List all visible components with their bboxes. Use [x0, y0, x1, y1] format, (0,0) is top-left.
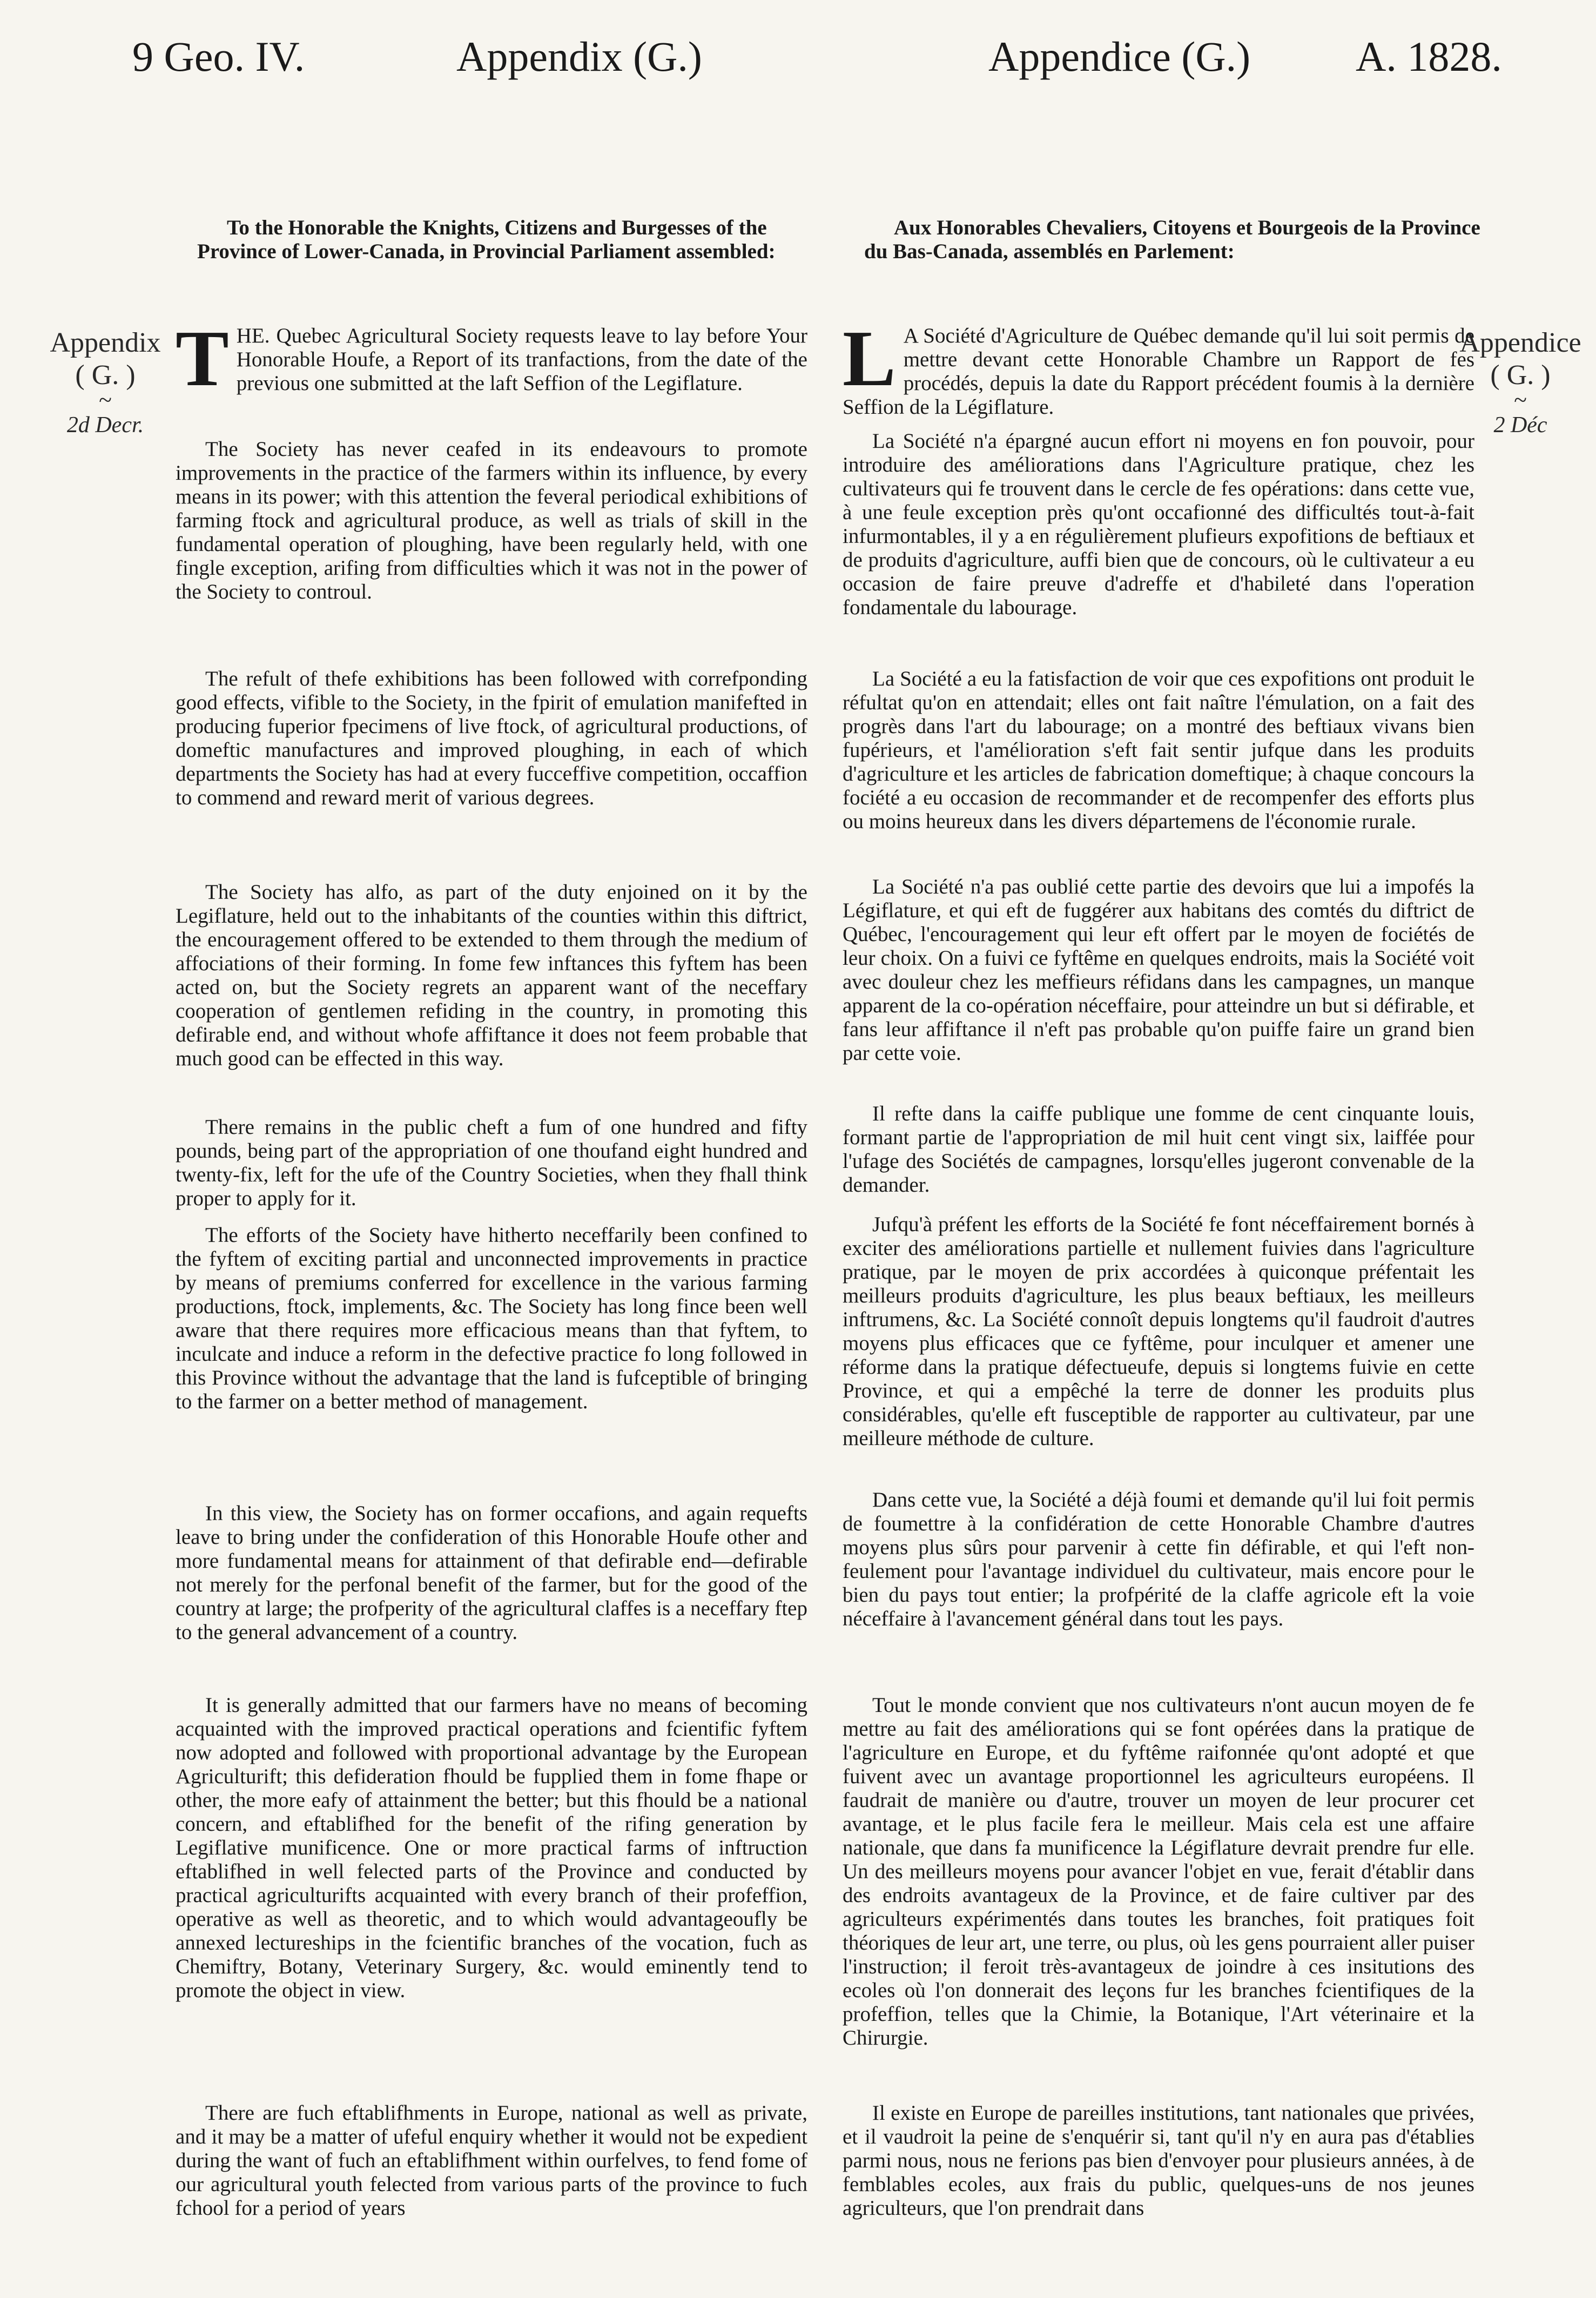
margin-date-right: 2 Déc [1493, 413, 1547, 438]
paragraph-fr-9: Il existe en Europe de pareilles institutions, tant nationales que privées, et il vaudroit la peine de s'enquérir si, tant qu'il n'y en aura pas d'établies parmi nous, nous ne ferions pas bien d'envoyer pour plusieurs années, à de femblables ecoles, aux frais du public, quelques-uns de nos jeunes agriculteurs, que l'on prendrait dans [843, 2101, 1474, 2220]
margin-note-right [1458, 327, 1582, 441]
address-en: To the Honorable the Knights, Citizens and Burgesses of the Province of Lower-Canada, in Provincial Parliament assembled: [197, 216, 776, 263]
paragraph-en-9: There are fuch eftablifhments in Europe, national as well as private, and it may be a matter of ufeful enquiry whether it would not be expedient during the want of fuch an eftablifhment within ourfelves, to fend fome of our agricultural youth felected from various parts of the province to fuch fchool for a period of years [176, 2101, 807, 2220]
paragraph-en-4: The Society has alfo, as part of the duty enjoined on it by the Legiflature, held out to the inhabitants of the counties within this diftrict, the encouragement offered to be extended to them through the medium of affociations of their forming. In fome few inftances this fyftem has been acted on, but the Society regrets an apparent want of the neceffary cooperation of gentlemen refiding in the country, in promoting this defirable end, and without whofe affiftance it does not feem probable that much good can be effected in this way. [176, 881, 807, 1070]
year-heading: A. 1828. [1356, 33, 1502, 80]
session-heading: 9 Geo. IV. [132, 33, 305, 80]
paragraph-en-1-text: HE. Quebec Agricultural Society requests leave to lay before Your Honorable Houfe, a Report of its tranfactions, from the date of the previous one submitted at the laft Seffion of the Legiflature. [236, 324, 807, 395]
paragraph-en-5: There remains in the public cheft a fum of one hundred and fifty pounds, being part of the appropriation of one thoufand eight hundred and twenty-fix, left for the ufe of the Country Societies, when they fhall think proper to apply for it. [176, 1116, 807, 1210]
paragraph-en-3: The refult of thefe exhibitions has been followed with correfponding good effects, vifible to the Society, in the fpirit of emulation manifefted in producing fuperior fpecimens of live ftock, of agricultural productions, of domeftic manufactures and improved ploughing, in each of which departments the Society has had at every fucceffive competition, occaffion to commend and reward merit of various degrees. [176, 667, 807, 809]
paragraph-fr-7: Dans cette vue, la Société a déjà foumi et demande qu'il lui foit permis de foumettre à la confidération de cette Honorable Chambre d'autres moyens plus sûrs pour parvenir à cette fin défirable, et qui l'eft non-feulement pour l'avantage individuel du cultivateur, mais encore pour le bien du pays tout entier; la profpérité de la claffe agricole eft la voie néceffaire à l'avancement général dans tout les pays. [843, 1488, 1474, 1630]
margin-letter-right: ( G. ) [1490, 360, 1551, 391]
paragraph-fr-2: La Société n'a épargné aucun effort ni moyens en fon pouvoir, pour introduire des améliorations dans l'Agriculture pratique, chez les cultivateurs qui fe trouvent dans le cercle de fes opérations: dans cette vue, à une feule exception près qu'ont occafionné des difficultés tout-à-fait infurmontables, il y a en régulièrement plufieurs expofitions de beftiaux et de produits d'agriculture, auffi bien que de concours, où le cultivateur a eu occasion de faire preuve d'adreffe et d'habileté dans l'operation fondamentale du labourage. [843, 429, 1474, 619]
paragraph-fr-1-text: A Société d'Agriculture de Québec demande qu'il lui soit permis de mettre devant cette Honorable Chambre un Rapport de fes procédés, depuis la date du Rapport précédent foumis à la dernière Seffion de la Légiflature. [843, 324, 1474, 419]
drop-cap-en: T [176, 314, 229, 403]
swash-ornament-right: ~ [1514, 387, 1527, 413]
margin-date-left: 2d Decr. [66, 413, 144, 438]
paragraph-fr-1 [843, 314, 1474, 419]
paragraph-en-1 [176, 314, 807, 403]
address-fr: Aux Honorables Chevaliers, Citoyens et Bourgeois de la Province du Bas-Canada, assemblés en Parlement: [864, 216, 1480, 263]
paragraph-en-2: The Society has never ceafed in its endeavours to promote improvements in the practice of the farmers within its influence, by every means in its power; with this attention the feveral periodical exhibitions of farming ftock and agricultural produce, as well as trials of skill in the fundamental operation of ploughing, have been regularly held, with one fingle exception, arifing from difficulties which it was not in the power of the Society to controul. [176, 438, 807, 603]
margin-letter-left: ( G. ) [75, 360, 136, 391]
appendix-heading-fr: Appendice (G.) [988, 33, 1251, 80]
margin-note-left [49, 327, 162, 441]
paragraph-fr-6: Jufqu'à préfent les efforts de la Société fe font néceffairement bornés à exciter des améliorations partielle et nullement fuivies dans l'agriculture pratique, par le moyen de prix accordées à quiconque préfentait les meilleurs produits d'agriculture, les plus beaux beftiaux, les meilleurs inftrumens, &c. La Société connoît depuis longtems qu'il faudroit d'autres moyens plus efficaces que ce fyftême, pour inculquer et amener une réforme dans la pratique défectueufe, depuis si longtems fuivie en cette Province, et qui a empêché la terre de donner les produits plus considérables, qu'elle eft fusceptible de rapporter au cultivateur, par une meilleure méthode de culture. [843, 1213, 1474, 1450]
paragraph-fr-3: La Société a eu la fatisfaction de voir que ces expofitions ont produit le réfultat qu'on en attendait; elles ont fait naître l'émulation, on a fait des progrès dans l'art du labourage; on a montré des beftiaux vivans bien fupérieurs, et l'amélioration s'eft fait sentir jufque dans les produits d'agriculture et les articles de fabrication domeftique; à chaque concours la fociété a eu occasion de recommander et de recompenfer des efforts plus ou moins heureux dans les divers départemens de l'économie rurale. [843, 667, 1474, 833]
paragraph-fr-8: Tout le monde convient que nos cultivateurs n'ont aucun moyen de fe mettre au fait des améliorations qui se font opérées dans la pratique de l'agriculture en Europe, et du fyftême raifonnée qu'ont adopté et que fuivent avec un avantage proportionnel les agriculteurs européens. Il faudrait de manière ou d'autre, trouver un moyen de leur procurer cet avantage, et le plus facile fera le meilleur. Mais cela est une affaire nationale, que dans fa munificence la Légiflature devrait prendre fur elle. Un des meilleurs moyens pour avancer l'objet en vue, ferait d'établir dans des endroits avantageux de la Province, et de faire cultiver par des agriculteurs expérimentés dans toutes les branches, foit pratiques foit théoriques de leur art, une terre, ou plus, où les gens pourraient aller puiser l'instruction; il feroit très-avantageux de joindre à ces insitutions des ecoles où l'on donnerait des leçons fur les branches fcientifiques de la profeffion, telles que la Chimie, la Botanique, l'Art véterinaire et la Chirurgie. [843, 1694, 1474, 2050]
margin-label-right: Appendice [1459, 327, 1581, 358]
paragraph-en-6: The efforts of the Society have hitherto neceffarily been confined to the fyftem of exciting partial and unconnected improvements in practice by means of premiums conferred for excellence in the various farming productions, ftock, implements, &c. The Society has long fince been well aware that there requires more efficacious means than that fyftem, to inculcate and induce a reform in the defective practice fo long followed in this Province without the advantage that the land is fufceptible of bringing to the farmer on a better method of management. [176, 1224, 807, 1413]
swash-ornament-left: ~ [99, 387, 112, 413]
drop-cap-fr: L [843, 314, 896, 403]
running-header [0, 32, 1596, 97]
paragraph-en-7: In this view, the Society has on former occafions, and again requefts leave to bring under the confideration of this Honorable Houfe other and more fundamental means for attainment of that defirable end—defirable not merely for the perfonal benefit of the farmer, but for the good of the country at large; the profperity of the agricultural claffes is a neceffary ftep to the general advancement of a country. [176, 1502, 807, 1644]
appendix-heading-en: Appendix (G.) [456, 33, 702, 80]
margin-label-left: Appendix [50, 327, 161, 358]
paragraph-fr-5: Il refte dans la caiffe publique une fomme de cent cinquante louis, formant partie de l'appropriation de mil huit cent vingt six, laiffée pour l'ufage des Sociétés de campagnes, lorsqu'elles jugeront convenable de la demander. [843, 1102, 1474, 1197]
paragraph-fr-4: La Société n'a pas oublié cette partie des devoirs que lui a impofés la Légiflature, et qui eft de fuggérer aux habitans des comtés du diftrict de Québec, l'encouragement qui leur eft offert par le moyen de fociétés de leur choix. On a fuivi ce fyftême en quelques endroits, mais la Société voit avec douleur chez les meffieurs réfidans dans les campagnes, un manque apparent de la co-opération néceffaire, pour atteindre un but si défirable, et fans leur affiftance il n'eft pas probable qu'on puiffe faire un grand bien par cette voie. [843, 875, 1474, 1065]
paragraph-en-8: It is generally admitted that our farmers have no means of becoming acquainted with the improved practical operations and fcientific fyftem now adopted and followed with proportional advantage by the European Agriculturift; this defideration fhould be fupplied them in fome fhape or other, the more eafy of attainment the better; but this fhould be a national concern, and eftablifhed for the benefit of the rifing generation by Legiflative munificence. One or more practical farms of inftruction eftablifhed in well felected parts of the Province and conducted by practical agriculturifts acquainted with every branch of their profeffion, operative as well as theoretic, and to which would advantageoufly be annexed lectureships in the fcientific branches of the vocation, fuch as Chemiftry, Botany, Veterinary Surgery, &c. would eminently tend to promote the object in view. [176, 1694, 807, 2002]
